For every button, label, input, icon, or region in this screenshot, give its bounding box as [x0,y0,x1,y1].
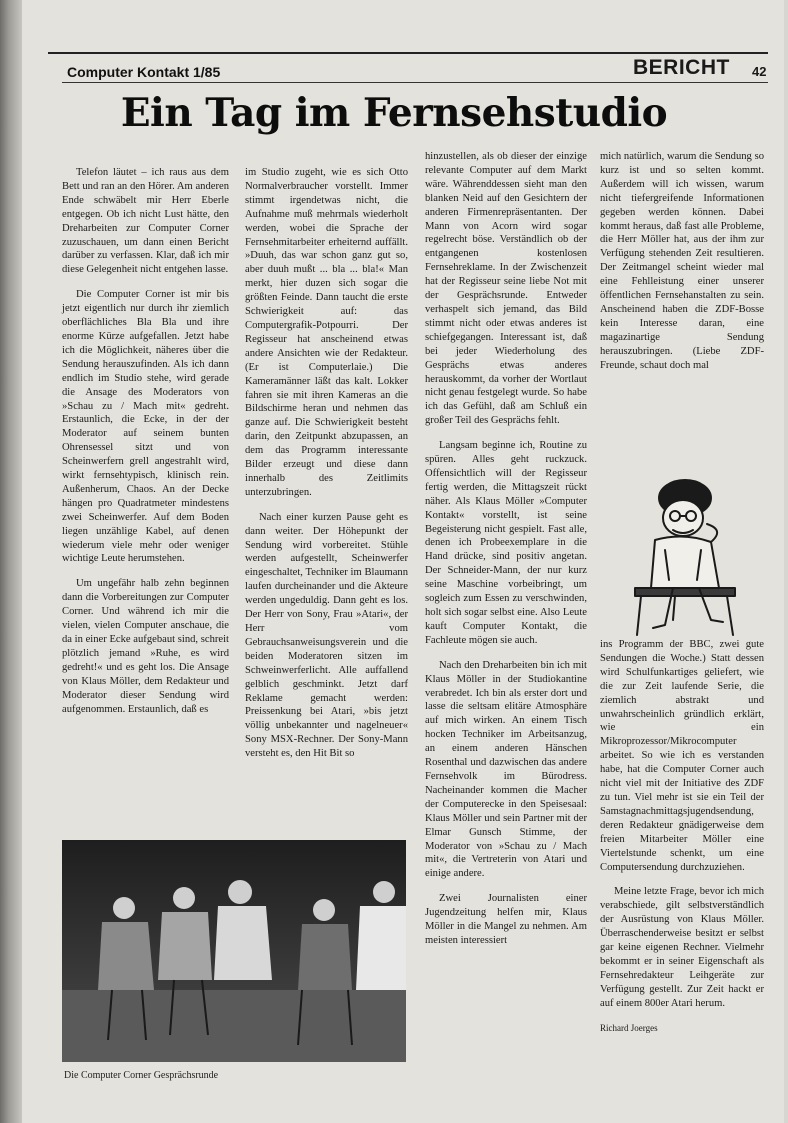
paragraph: hinzustellen, als ob dieser der einzige relevante Computer auf dem Markt wäre. Währenddessen sieht man den blanken Neid auf den Gesichtern der anderen Firmenrepräsentanten. Der Mann von Acorn wird sogar regelrecht böse. Verständlich ob der entgangenen kostenlosen Fernsehreklame. In der Zwischenzeit hat der Regisseur seine liebe Not mit der Gesprächsrunde. Entweder verhaspelt sich jemand, das Bild stimmt nicht oder etwas anderes ist schiefgegangen. Interessant ist, daß bei jeder Wiederholung des Gesprächs etwas anderes herauskommt, da vorher der Wortlaut nicht genau festgelegt wurde. So habe ich das Gefühl, daß am Schluß ein großer Teil des Gesprächs fehlt. [425,151,587,427]
studio-photo-image [62,840,406,1062]
paragraph: Nach den Dreharbeiten bin ich mit Klaus Möller in der Studiokantine verabredet. Ich bin als erster dort und lasse die seltsam elitäre Atmosphäre auf mich wirken. An einem Tisch hocken Techniker im Arbeitsanzug, an einem anderen Hänschen Rosenthal und dazwischen das andere Fernsehvolk im Bürodress. Nacheinander kommen die Macher der Computerecke in den Speisesaal: Klaus Möller und sein Partner mit der Elmar Gunsch Stimme, der Moderator von »Schau zu / Mach mit«, die Vertreterin von Atari und einige andere. [425,659,587,880]
section-label: BERICHT [633,56,730,79]
paragraph: Meine letzte Frage, bevor ich mich verabschiede, gilt selbstverständlich der Ausrüstung von Klaus Möller. Überraschenderweise besitzt er selbst gar keine eigenen Rechner. Vielmehr bekommt er in seiner Eigenschaft als Fernsehredakteur Leihgeräte zur Verfügung gestellt. Zur Zeit hackt er auf einem 800er Atari herum. [600,886,764,1009]
photo-caption: Die Computer Corner Gesprächsrunde [64,1070,219,1081]
studio-photo [62,840,406,1062]
magazine-issue: Computer Kontakt 1/85 [67,64,221,80]
header-rule [62,82,768,83]
page-binding-shadow [0,0,22,1123]
paragraph: ins Programm der BBC, zwei gute Sendungen die Woche.) Statt dessen wird Schulfunkartiges geliefert, wie die zur Zeit laufende Serie, die ziemlich abstrakt und unwahrscheinlich gründlich erklärt, wie ein Mikroprozessor/Mikrocomputer arbeitet. So wie ich es verstanden habe, hat die Computer Corner auch nicht viel mit der Initiative des ZDF zu tun. Viel mehr ist sie ein Teil der Samstagnachmittagsjugendsendung, deren Redakteur gnädigerweise dem freien Mitarbeiter Möller eine Viertelstunde schenkt, um eine Computersendung durchzuziehen. [600,639,764,873]
text-column-2 [245,166,408,836]
paragraph: Um ungefähr halb zehn beginnen dann die Vorbereitungen zur Computer Corner. Und während ich mir die vielen, vielen Computer anschaue, die da in einer Ecke aufgebaut sind, schreit plötzlich jemand »Ruhe, es wird gedreht!« und es geht los. Die Ansage von Klaus Möller, dem Redakteur und Moderator dieser Sendung wird aufgenommen. Erstaunlich, daß es [62,578,229,715]
paragraph: Zwei Journalisten einer Jugendzeitung helfen mir, Klaus Möller in die Mangel zu nehmen. Am meisten interessiert [425,893,587,946]
paragraph: Nach einer kurzen Pause geht es dann weiter. Der Höhepunkt der Sendung wird vorbereitet. Stühle werden aufgestellt, Scheinwerfer eingeschaltet, Techniker im Blaumann laufen durcheinander und die Akteure werden ungeduldig. Dann geht es los. Der Herr von Sony, Frau »Atari«, der Herr vom Gebrauchsanweisungsverein und die beiden Moderatoren sitzen im Schweinwerferlicht. Alle auffallend gelblich geschminkt. Jetzt darf Reklame gemacht werden: Preissenkung bei Atari, »bis jetzt völlig unbekannter und nagelneuer« Sony MSX-Rechner. Der Sony-Mann versteht es, den Hit Bit so [245,511,408,760]
article-title: Ein Tag im Fernsehstudio [120,90,668,136]
text-column-3 [425,150,587,1078]
paragraph: Langsam beginne ich, Routine zu spüren. Alles geht ruckzuck. Offensichtlich will der Regisseur fertig werden, die Mittagszeit rückt näher. Als Klaus Möller »Computer Kontakt« vorstellt, ist seine Begeisterung nicht gespielt. Fast alle, denen ich Probeexemplare in die Hand drücke, sind positiv angetan. Der Schneider-Mann, der nur kurz seine Maschine vorbeibringt, um sogleich zum Essen zu verschwinden, holt sich sogar selbst eine. Also Leute kauft Computer Kontakt, die Fachleute mögen sie auch. [425,440,587,646]
author-signature: Richard Joerges [600,1022,658,1033]
text-column-4-continued [600,638,764,1064]
text-column-1 [62,166,229,836]
cartoon-illustration [615,470,755,640]
paragraph: im Studio zugeht, wie es sich Otto Normalverbraucher vorstellt. Immer stimmt irgendetwas nicht, die Aufnahme muß mehrmals wiederholt werden, wobei die Sprache der Fernsehmitarbeiter erheiternd auffällt. »Duuh, das war schon ganz gut so, aber duuh mußt ... bla ... bla!« Man merkt, hier duzen sich sogar die größten Feinde. Dann taucht die erste Schwierigkeit auf: das Computergrafik-Potpourri. Der Regisseur hat anscheinend etwas andere Ansichten wie der Redakteur. (Er ist Computerlaie.) Die Kameramänner läßt das kalt. Lokker fahren sie mit ihren Kameras an die Bildschirme heran und nehmen das ganze auf. Die Schwierigkeit besteht darin, den Zeitpunkt abzupassen, an dem das Programm interessante Bilder erzeugt und diese dann innerhalb des Zeitlimits unterzubringen. [245,167,408,498]
paragraph: Telefon läutet – ich raus aus dem Bett und ran an den Hörer. Am anderen Ende schwäbelt mir Herr Eberle entgegen. Ob ich nicht Lust hätte, den Dreharbeiten zur Computer Corner zuzuschauen, um dann einen Bericht darüber zu verfassen. Klar, daß ich mir diese Gelegenheit nicht entgehen lasse. [62,167,229,276]
page-number: 42 [752,64,767,79]
top-rule [48,52,768,54]
paragraph: Die Computer Corner ist mir bis jetzt eigentlich nur durch ihr ziemlich oberflächliches Bla Bla und ihre enorme Kürze aufgefallen. Jetzt habe ich die Möglichkeit, näheres über die Sendung herauszufinden. Als ich dann endlich im Studio stehe, wird gerade die Ansage des Moderators von »Schau zu / Mach mit« gedreht. Erstaunlich, die Ecke, in der der Moderator auf seinem bunten Ohrensessel sitzt und von Scheinwerfern grell angestrahlt wird, wirkt fernsehtypisch, klinisch rein. Außenherum, Chaos. An der Decke hängen pro Quadratmeter mindestens zwei Scheinwerfer. Auf dem Boden liegen unzählige Kabel, auf denen wiederum viele mehr oder weniger wichtige Leute herumstehen. [62,289,229,565]
paragraph: mich natürlich, warum die Sendung so kurz ist und so selten kommt. Außerdem will ich wissen, warum nicht tiefergreifende Informationen gegeben werden können. Dabei kommt heraus, daß fast alle Probleme, die Herr Möller hat, aus der ihm zur Verfügung stehenden Zeit resultieren. Der Zeitmangel scheint wieder mal eine Fehlleistung einer unserer öffentlichen Fernsehanstalten zu sein. Anscheinend haben die ZDF-Bosse kein Interesse daran, eine magazinartige Sendung herauszubringen. (Liebe ZDF-Freunde, schaut doch mal [600,151,764,371]
